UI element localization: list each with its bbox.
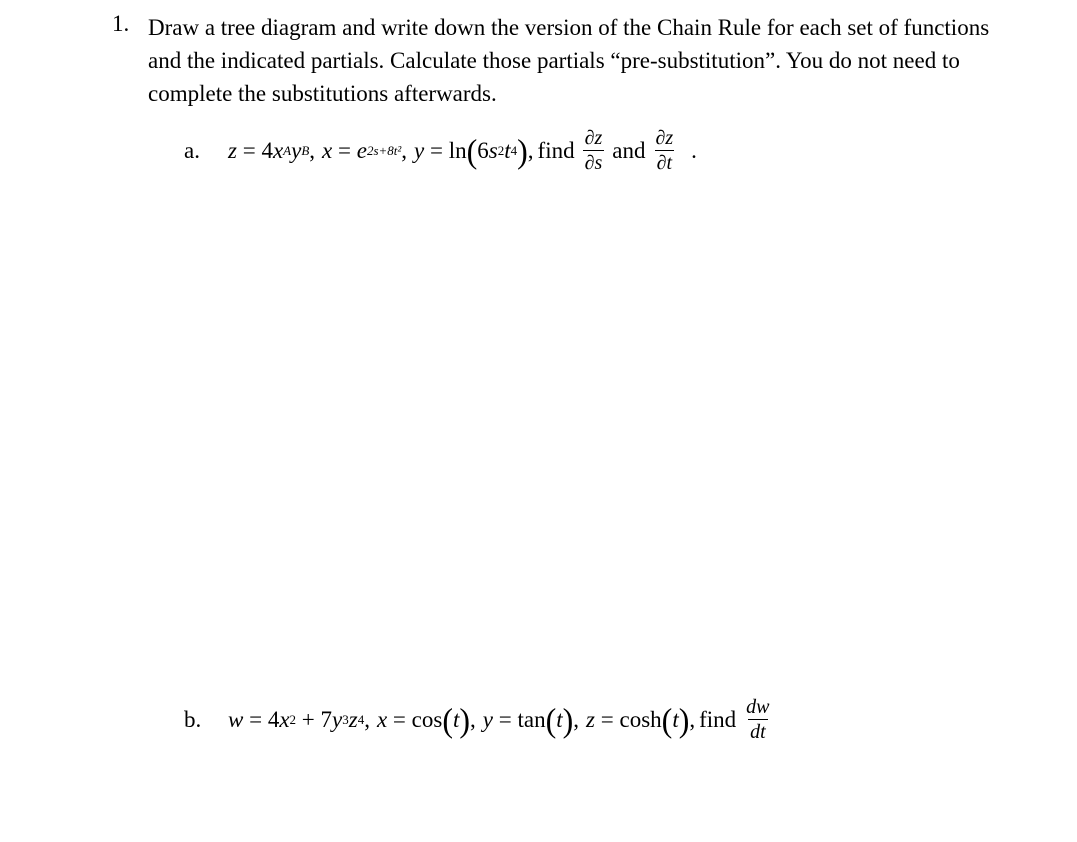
find-word: find [699,706,737,732]
find-word: find [537,137,575,163]
partial-z-s [583,128,605,173]
part-b-w-definition: w = 4 x 2 + 7 y 3 z 4 , [228,706,370,732]
cosh-argument: t [672,706,679,732]
derivative-w-t [744,697,771,742]
y-base: y [332,706,343,732]
part-a [184,128,697,173]
part-a-y-definition: y = ln ( 6 s 2 t 4 ) , [414,131,534,170]
cos-argument: t [452,706,460,732]
part-b [184,697,776,742]
cosh-function: cosh [619,706,662,732]
derivative-numerator: dw [746,696,770,718]
w-variable: w [228,706,244,732]
s-variable: s [488,137,498,163]
x-variable: x [322,137,333,163]
z-base: z [348,706,358,732]
partial-z-t-denominator: ∂t [656,152,673,174]
x-base: x [272,137,284,163]
e-base: e [356,137,367,163]
part-b-x-definition: x = cos ( t ) , [376,700,476,739]
coefficient: 4 [261,137,273,163]
part-a-x-definition: x = e 2s+8t² , [322,137,408,163]
part-a-label: a. [184,137,200,163]
part-a-z-definition: z = 4 x A y B , [228,137,316,163]
z-variable: z [228,137,237,163]
part-b-z-definition: z = cosh ( t ) , [586,700,696,739]
problem-number: 1. [112,11,130,36]
partial-z-s-denominator: ∂s [584,152,603,174]
part-b-y-definition: y = tan ( t ) , [482,700,580,739]
ln-function: ln [448,137,467,163]
part-b-label: b. [184,706,202,732]
ln-coefficient: 6 [477,137,489,163]
and-word: and [612,137,646,163]
partial-z-s-numerator: ∂z [584,127,603,149]
coefficient-1: 4 [267,706,280,732]
x-variable: x [376,706,388,732]
problem-instructions: Draw a tree diagram and write down the version of the Chain Rule for each set of functions and the indicated partials. Calculate those partials “pre-substitution”. You do not need to complete the substitutions afterwards. [148,15,990,106]
coefficient-2: 7 [320,706,333,732]
tan-function: tan [517,706,546,732]
y-variable: y [482,706,493,732]
partial-z-t-numerator: ∂z [655,127,674,149]
y-base: y [291,137,302,163]
y-variable: y [414,137,425,163]
end-punctuation: . [691,137,697,163]
z-variable: z [586,706,595,732]
x-base: x [279,706,290,732]
derivative-denominator: dt [750,721,766,743]
cos-function: cos [411,706,443,732]
partial-z-t [654,128,676,173]
t-variable: t [504,137,511,163]
tan-argument: t [556,706,563,732]
